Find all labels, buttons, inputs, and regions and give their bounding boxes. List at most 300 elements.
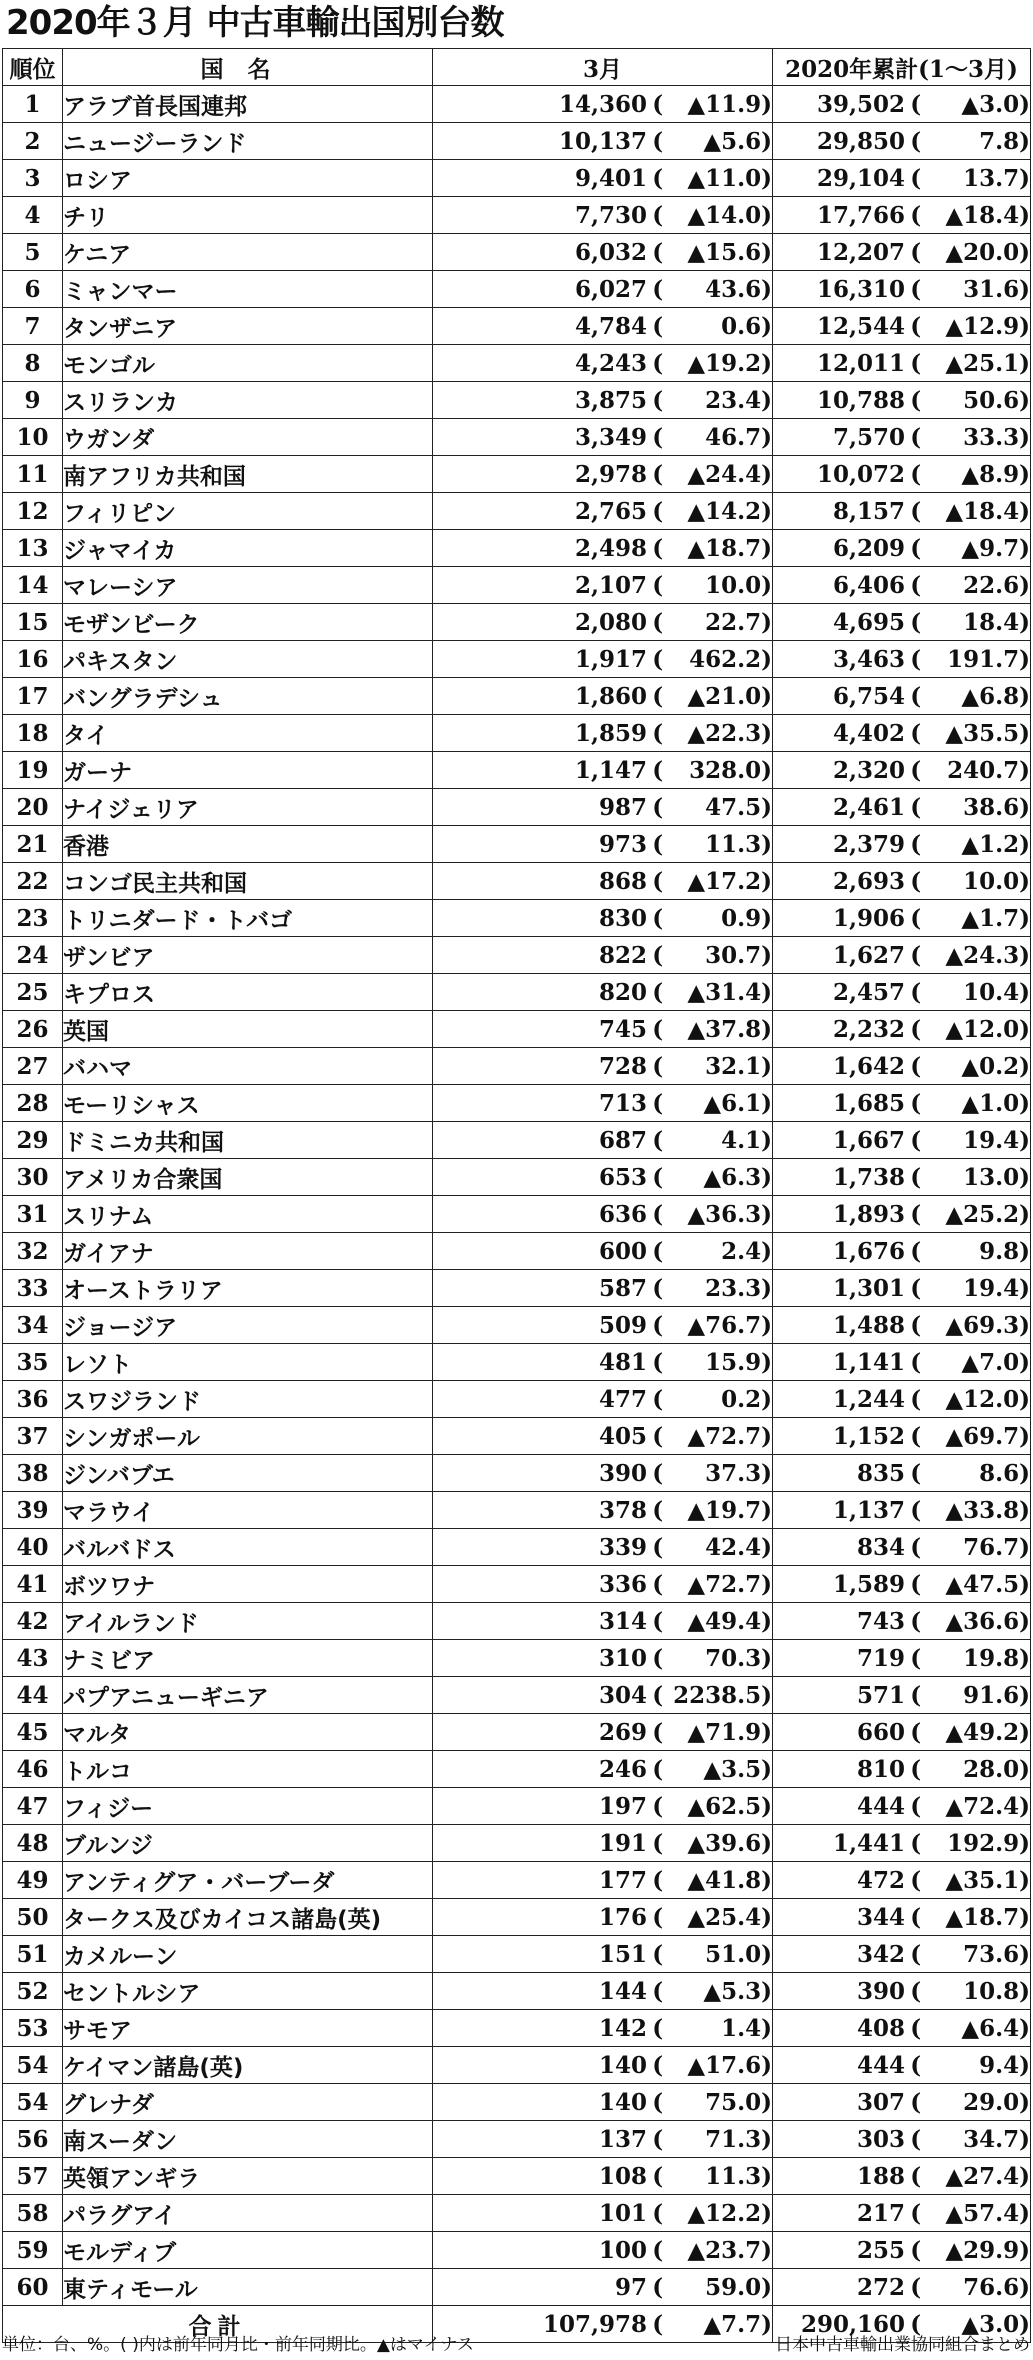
page-title: 2020年３月 中古車輸出国別台数 <box>6 3 504 43</box>
cum-pct: ▲12.9 <box>945 312 1020 340</box>
month-value: 310 <box>598 1644 647 1672</box>
country-cell: バングラデシュ <box>63 678 433 715</box>
month-cell: 177 ( ▲41.8) <box>433 1862 773 1899</box>
month-pct: ▲17.6 <box>687 2051 762 2079</box>
cum-value: 1,152 <box>832 1422 905 1450</box>
cum-cell: 1,141 ( ▲7.0) <box>773 1344 1031 1381</box>
cum-cell: 7,570 ( 33.3) <box>773 419 1031 456</box>
cum-pct: ▲57.4 <box>945 2199 1020 2227</box>
cum-value: 1,141 <box>832 1348 905 1376</box>
cum-pct: 13.0 <box>963 1163 1020 1191</box>
month-pct: ▲15.6 <box>687 238 762 266</box>
month-cell: 140 ( ▲17.6) <box>433 2047 773 2084</box>
table-row <box>3 456 1031 493</box>
country-cell: ガイアナ <box>63 1233 433 1270</box>
table-row <box>3 382 1031 419</box>
month-pct: 2.4 <box>721 1237 762 1265</box>
month-cell: 2,765 ( ▲14.2) <box>433 493 773 530</box>
month-cell: 9,401 ( ▲11.0) <box>433 160 773 197</box>
month-pct: ▲72.7 <box>687 1570 762 1598</box>
cum-pct: ▲9.7 <box>961 534 1020 562</box>
country-cell: スワジランド <box>63 1381 433 1418</box>
footer-source: 日本中古車輸出業協同組合まとめ <box>775 2335 1030 2355</box>
cum-pct: ▲69.7 <box>945 1422 1020 1450</box>
month-cell: 100 ( ▲23.7) <box>433 2232 773 2269</box>
month-cell: 600 ( 2.4) <box>433 1233 773 1270</box>
cum-pct: ▲18.7 <box>945 1903 1020 1931</box>
cum-cell: 1,301 ( 19.4) <box>773 1270 1031 1307</box>
cum-cell: 835 ( 8.6) <box>773 1455 1031 1492</box>
cum-cell: 2,457 ( 10.4) <box>773 974 1031 1011</box>
rank-cell: 17 <box>3 678 63 715</box>
rank-cell: 21 <box>3 826 63 863</box>
month-pct: 42.4 <box>705 1533 762 1561</box>
table-row <box>3 567 1031 604</box>
table-row <box>3 197 1031 234</box>
cum-pct: ▲24.3 <box>945 941 1020 969</box>
cum-cell: 255 ( ▲29.9) <box>773 2232 1031 2269</box>
cum-cell: 2,693 ( 10.0) <box>773 863 1031 900</box>
cum-value: 1,137 <box>832 1496 905 1524</box>
rank-cell: 32 <box>3 1233 63 1270</box>
table-row <box>3 2010 1031 2047</box>
month-value: 7,730 <box>574 201 647 229</box>
cum-cell: 188 ( ▲27.4) <box>773 2158 1031 2195</box>
month-value: 14,360 <box>558 90 647 118</box>
table-row <box>3 160 1031 197</box>
month-pct: 23.4 <box>705 386 762 414</box>
month-cell: 2,498 ( ▲18.7) <box>433 530 773 567</box>
cum-cell: 2,320 ( 240.7) <box>773 752 1031 789</box>
month-value: 653 <box>598 1163 647 1191</box>
cum-pct: ▲1.2 <box>961 830 1020 858</box>
month-cell: 4,243 ( ▲19.2) <box>433 345 773 382</box>
cum-cell: 12,011 ( ▲25.1) <box>773 345 1031 382</box>
cum-cell: 12,207 ( ▲20.0) <box>773 234 1031 271</box>
month-cell: 191 ( ▲39.6) <box>433 1825 773 1862</box>
cum-value: 1,589 <box>832 1570 905 1598</box>
table-row <box>3 2121 1031 2158</box>
cum-pct: 28.0 <box>963 1755 1020 1783</box>
cum-pct: ▲49.2 <box>945 1718 1020 1746</box>
cum-value: 29,850 <box>816 127 905 155</box>
cum-pct: 240.7 <box>947 756 1020 784</box>
country-cell: モザンビーク <box>63 604 433 641</box>
table-row <box>3 123 1031 160</box>
cum-cell: 8,157 ( ▲18.4) <box>773 493 1031 530</box>
cum-cell: 810 ( 28.0) <box>773 1751 1031 1788</box>
country-cell: アラブ首長国連邦 <box>63 86 433 123</box>
month-cell: 973 ( 11.3) <box>433 826 773 863</box>
month-cell: 987 ( 47.5) <box>433 789 773 826</box>
month-cell: 151 ( 51.0) <box>433 1936 773 1973</box>
cum-value: 16,310 <box>816 275 905 303</box>
rank-cell: 36 <box>3 1381 63 1418</box>
rank-cell: 23 <box>3 900 63 937</box>
country-cell: パプアニューギニア <box>63 1677 433 1714</box>
month-pct: 30.7 <box>705 941 762 969</box>
rank-cell: 49 <box>3 1862 63 1899</box>
month-value: 101 <box>598 2199 647 2227</box>
month-value: 137 <box>598 2125 647 2153</box>
total-cum-cell: 290,160 ( ▲3.0) <box>773 2306 1031 2343</box>
country-cell: スリナム <box>63 1196 433 1233</box>
month-pct: 43.6 <box>705 275 762 303</box>
cum-cell: 4,695 ( 18.4) <box>773 604 1031 641</box>
country-cell: ケニア <box>63 234 433 271</box>
cum-pct: 8.6 <box>979 1459 1020 1487</box>
month-cell: 197 ( ▲62.5) <box>433 1788 773 1825</box>
cum-cell: 1,906 ( ▲1.7) <box>773 900 1031 937</box>
rank-cell: 2 <box>3 123 63 160</box>
cum-pct: 192.9 <box>947 1829 1020 1857</box>
total-cum-pct: ▲3.0 <box>961 2310 1020 2338</box>
cum-value: 29,104 <box>816 164 905 192</box>
cum-pct: ▲8.9 <box>961 460 1020 488</box>
header-country: 国名 <box>63 49 433 86</box>
cum-value: 1,441 <box>832 1829 905 1857</box>
table-row <box>3 419 1031 456</box>
cum-pct: 18.4 <box>963 608 1020 636</box>
month-cell: 3,349 ( 46.7) <box>433 419 773 456</box>
cum-pct: 191.7 <box>947 645 1020 673</box>
table-row <box>3 1973 1031 2010</box>
table-row <box>3 715 1031 752</box>
table-row <box>3 1788 1031 1825</box>
month-value: 1,860 <box>574 682 647 710</box>
month-pct: 11.3 <box>705 830 762 858</box>
rank-cell: 53 <box>3 2010 63 2047</box>
month-value: 151 <box>598 1940 647 1968</box>
cum-cell: 571 ( 91.6) <box>773 1677 1031 1714</box>
month-cell: 390 ( 37.3) <box>433 1455 773 1492</box>
country-cell: ジャマイカ <box>63 530 433 567</box>
cum-value: 6,754 <box>832 682 905 710</box>
cum-cell: 29,850 ( 7.8) <box>773 123 1031 160</box>
cum-pct: ▲20.0 <box>945 238 1020 266</box>
country-cell: バルバドス <box>63 1529 433 1566</box>
month-value: 339 <box>598 1533 647 1561</box>
cum-value: 342 <box>856 1940 905 1968</box>
header-rank: 順位 <box>3 49 63 86</box>
cum-cell: 1,667 ( 19.4) <box>773 1122 1031 1159</box>
country-cell: 東ティモール <box>63 2269 433 2306</box>
cum-pct: ▲36.6 <box>945 1607 1020 1635</box>
table-row <box>3 900 1031 937</box>
country-cell: ナイジェリア <box>63 789 433 826</box>
month-pct: ▲5.6 <box>703 127 762 155</box>
country-cell: アメリカ合衆国 <box>63 1159 433 1196</box>
table-row <box>3 1862 1031 1899</box>
rank-cell: 26 <box>3 1011 63 1048</box>
cum-value: 390 <box>856 1977 905 2005</box>
cum-cell: 472 ( ▲35.1) <box>773 1862 1031 1899</box>
month-cell: 1,859 ( ▲22.3) <box>433 715 773 752</box>
month-pct: ▲39.6 <box>687 1829 762 1857</box>
month-pct: ▲22.3 <box>687 719 762 747</box>
month-cell: 830 ( 0.9) <box>433 900 773 937</box>
month-cell: 1,917 ( 462.2) <box>433 641 773 678</box>
export-table <box>2 48 1031 2343</box>
month-cell: 713 ( ▲6.1) <box>433 1085 773 1122</box>
month-pct: ▲76.7 <box>687 1311 762 1339</box>
month-pct: ▲6.3 <box>703 1163 762 1191</box>
rank-cell: 24 <box>3 937 63 974</box>
cum-value: 472 <box>856 1866 905 1894</box>
month-pct: 0.2 <box>721 1385 762 1413</box>
cum-value: 2,461 <box>832 793 905 821</box>
table-row <box>3 2158 1031 2195</box>
country-cell: ミャンマー <box>63 271 433 308</box>
month-cell: 477 ( 0.2) <box>433 1381 773 1418</box>
month-pct: 22.7 <box>705 608 762 636</box>
cum-value: 719 <box>856 1644 905 1672</box>
rank-cell: 8 <box>3 345 63 382</box>
country-cell: コンゴ民主共和国 <box>63 863 433 900</box>
month-value: 140 <box>598 2051 647 2079</box>
month-cell: 2,978 ( ▲24.4) <box>433 456 773 493</box>
rank-cell: 54 <box>3 2047 63 2084</box>
month-pct: ▲5.3 <box>703 1977 762 2005</box>
table-row <box>3 1751 1031 1788</box>
month-pct: ▲49.4 <box>687 1607 762 1635</box>
month-value: 745 <box>598 1015 647 1043</box>
cum-pct: ▲12.0 <box>945 1385 1020 1413</box>
country-cell: キプロス <box>63 974 433 1011</box>
country-cell: ブルンジ <box>63 1825 433 1862</box>
cum-cell: 743 ( ▲36.6) <box>773 1603 1031 1640</box>
table-row <box>3 234 1031 271</box>
month-cell: 3,875 ( 23.4) <box>433 382 773 419</box>
cum-cell: 6,754 ( ▲6.8) <box>773 678 1031 715</box>
month-cell: 246 ( ▲3.5) <box>433 1751 773 1788</box>
cum-pct: 9.4 <box>979 2051 1020 2079</box>
cum-value: 39,502 <box>816 90 905 118</box>
month-value: 481 <box>598 1348 647 1376</box>
rank-cell: 51 <box>3 1936 63 1973</box>
cum-cell: 1,642 ( ▲0.2) <box>773 1048 1031 1085</box>
month-cell: 636 ( ▲36.3) <box>433 1196 773 1233</box>
month-value: 10,137 <box>558 127 647 155</box>
rank-cell: 48 <box>3 1825 63 1862</box>
month-pct: ▲25.4 <box>687 1903 762 1931</box>
month-cell: 176 ( ▲25.4) <box>433 1899 773 1936</box>
rank-cell: 5 <box>3 234 63 271</box>
month-value: 687 <box>598 1126 647 1154</box>
cum-cell: 1,676 ( 9.8) <box>773 1233 1031 1270</box>
cum-pct: 38.6 <box>963 793 1020 821</box>
month-cell: 314 ( ▲49.4) <box>433 1603 773 1640</box>
month-cell: 142 ( 1.4) <box>433 2010 773 2047</box>
cum-cell: 719 ( 19.8) <box>773 1640 1031 1677</box>
total-month-value: 107,978 <box>542 2310 647 2338</box>
month-pct: ▲6.1 <box>703 1089 762 1117</box>
table-row <box>3 604 1031 641</box>
rank-cell: 45 <box>3 1714 63 1751</box>
month-cell: 509 ( ▲76.7) <box>433 1307 773 1344</box>
table-row <box>3 1455 1031 1492</box>
month-pct: ▲11.9 <box>687 90 762 118</box>
cum-cell: 4,402 ( ▲35.5) <box>773 715 1031 752</box>
cum-value: 3,463 <box>832 645 905 673</box>
country-cell: トリニダード・トバゴ <box>63 900 433 937</box>
rank-cell: 22 <box>3 863 63 900</box>
cum-value: 1,906 <box>832 904 905 932</box>
cum-value: 2,457 <box>832 978 905 1006</box>
cum-value: 8,157 <box>832 497 905 525</box>
table-row <box>3 1085 1031 1122</box>
month-value: 830 <box>598 904 647 932</box>
cum-value: 307 <box>856 2088 905 2116</box>
cum-pct: ▲18.4 <box>945 497 1020 525</box>
cum-value: 2,232 <box>832 1015 905 1043</box>
table-row <box>3 1122 1031 1159</box>
month-cell: 1,147 ( 328.0) <box>433 752 773 789</box>
cum-value: 1,893 <box>832 1200 905 1228</box>
rank-cell: 34 <box>3 1307 63 1344</box>
cum-pct: 34.7 <box>963 2125 1020 2153</box>
month-value: 405 <box>598 1422 647 1450</box>
rank-cell: 27 <box>3 1048 63 1085</box>
month-pct: ▲41.8 <box>687 1866 762 1894</box>
cum-pct: ▲0.2 <box>961 1052 1020 1080</box>
rank-cell: 57 <box>3 2158 63 2195</box>
rank-cell: 58 <box>3 2195 63 2232</box>
cum-cell: 444 ( ▲72.4) <box>773 1788 1031 1825</box>
cum-pct: 91.6 <box>963 1681 1020 1709</box>
cum-pct: ▲72.4 <box>945 1792 1020 1820</box>
country-cell: ニュージーランド <box>63 123 433 160</box>
cum-value: 6,209 <box>832 534 905 562</box>
month-pct: ▲3.5 <box>703 1755 762 1783</box>
table-row <box>3 493 1031 530</box>
rank-cell: 39 <box>3 1492 63 1529</box>
country-cell: マレーシア <box>63 567 433 604</box>
rank-cell: 28 <box>3 1085 63 1122</box>
rank-cell: 25 <box>3 974 63 1011</box>
footer <box>2 2328 1030 2356</box>
rank-cell: 35 <box>3 1344 63 1381</box>
cum-value: 2,379 <box>832 830 905 858</box>
month-pct: ▲18.7 <box>687 534 762 562</box>
country-cell: モーリシャス <box>63 1085 433 1122</box>
cum-value: 4,695 <box>832 608 905 636</box>
month-value: 3,349 <box>574 423 647 451</box>
country-cell: ガーナ <box>63 752 433 789</box>
table-row <box>3 1344 1031 1381</box>
country-cell: サモア <box>63 2010 433 2047</box>
month-pct: ▲12.2 <box>687 2199 762 2227</box>
cum-value: 344 <box>856 1903 905 1931</box>
country-cell: チリ <box>63 197 433 234</box>
cum-value: 272 <box>856 2273 905 2301</box>
month-value: 1,917 <box>574 645 647 673</box>
month-value: 1,147 <box>574 756 647 784</box>
cum-value: 4,402 <box>832 719 905 747</box>
rank-cell: 52 <box>3 1973 63 2010</box>
rank-cell: 9 <box>3 382 63 419</box>
cum-cell: 1,738 ( 13.0) <box>773 1159 1031 1196</box>
cum-value: 303 <box>856 2125 905 2153</box>
cum-pct: 7.8 <box>979 127 1020 155</box>
table-row <box>3 1233 1031 1270</box>
header-month: 3月 <box>433 49 773 86</box>
cum-cell: 39,502 ( ▲3.0) <box>773 86 1031 123</box>
rank-cell: 3 <box>3 160 63 197</box>
month-value: 6,027 <box>574 275 647 303</box>
cum-value: 17,766 <box>816 201 905 229</box>
cum-value: 255 <box>856 2236 905 2264</box>
cum-value: 1,676 <box>832 1237 905 1265</box>
rank-cell: 42 <box>3 1603 63 1640</box>
cum-value: 571 <box>856 1681 905 1709</box>
footer-note: 単位：台、%。( )内は前年同月比・前年同期比。▲はマイナス <box>2 2335 474 2355</box>
country-cell: タークス及びカイコス諸島(英) <box>63 1899 433 1936</box>
cum-cell: 303 ( 34.7) <box>773 2121 1031 2158</box>
country-cell: ケイマン諸島(英) <box>63 2047 433 2084</box>
country-cell: アンティグア・バーブーダ <box>63 1862 433 1899</box>
cum-cell: 1,627 ( ▲24.3) <box>773 937 1031 974</box>
month-value: 3,875 <box>574 386 647 414</box>
month-pct: 47.5 <box>705 793 762 821</box>
cum-cell: 408 ( ▲6.4) <box>773 2010 1031 2047</box>
month-cell: 140 ( 75.0) <box>433 2084 773 2121</box>
cum-value: 10,072 <box>816 460 905 488</box>
month-cell: 405 ( ▲72.7) <box>433 1418 773 1455</box>
month-cell: 587 ( 23.3) <box>433 1270 773 1307</box>
month-pct: 32.1 <box>705 1052 762 1080</box>
cum-cell: 660 ( ▲49.2) <box>773 1714 1031 1751</box>
country-cell: ジョージア <box>63 1307 433 1344</box>
rank-cell: 19 <box>3 752 63 789</box>
month-cell: 144 ( ▲5.3) <box>433 1973 773 2010</box>
month-value: 140 <box>598 2088 647 2116</box>
cum-pct: ▲47.5 <box>945 1570 1020 1598</box>
month-pct: 51.0 <box>705 1940 762 1968</box>
month-value: 4,243 <box>574 349 647 377</box>
table-row <box>3 974 1031 1011</box>
month-pct: ▲71.9 <box>687 1718 762 1746</box>
cum-value: 12,207 <box>816 238 905 266</box>
country-cell: アイルランド <box>63 1603 433 1640</box>
cum-pct: ▲25.2 <box>945 1200 1020 1228</box>
table-row <box>3 1566 1031 1603</box>
rank-cell: 44 <box>3 1677 63 1714</box>
country-cell: マルタ <box>63 1714 433 1751</box>
cum-cell: 342 ( 73.6) <box>773 1936 1031 1973</box>
country-cell: 香港 <box>63 826 433 863</box>
cum-cell: 12,544 ( ▲12.9) <box>773 308 1031 345</box>
table-row <box>3 1677 1031 1714</box>
month-pct: 2238.5 <box>673 1681 762 1709</box>
table-row <box>3 2047 1031 2084</box>
month-cell: 336 ( ▲72.7) <box>433 1566 773 1603</box>
cum-value: 1,667 <box>832 1126 905 1154</box>
month-value: 336 <box>598 1570 647 1598</box>
month-pct: 23.3 <box>705 1274 762 1302</box>
table-row <box>3 1714 1031 1751</box>
month-pct: ▲31.4 <box>687 978 762 1006</box>
month-pct: ▲19.2 <box>687 349 762 377</box>
table-row <box>3 1936 1031 1973</box>
cum-value: 1,301 <box>832 1274 905 1302</box>
country-cell: カメルーン <box>63 1936 433 1973</box>
cum-pct: ▲12.0 <box>945 1015 1020 1043</box>
cum-cell: 1,137 ( ▲33.8) <box>773 1492 1031 1529</box>
country-cell: フィリピン <box>63 493 433 530</box>
cum-value: 1,685 <box>832 1089 905 1117</box>
rank-cell: 16 <box>3 641 63 678</box>
